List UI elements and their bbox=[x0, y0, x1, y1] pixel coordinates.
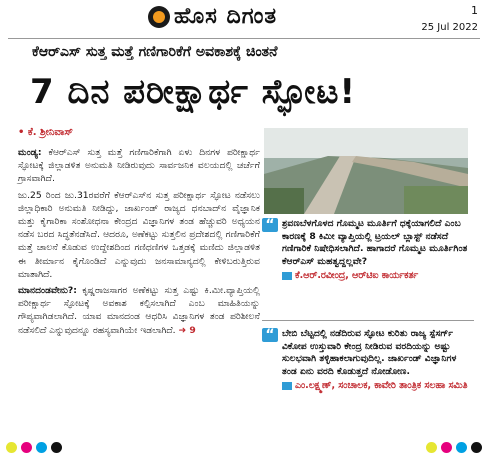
black-registration-dot bbox=[471, 442, 482, 453]
quote-divider bbox=[262, 320, 474, 321]
article-headline: 7 ದಿನ ಪರೀಕ್ಷಾರ್ಥ ಸ್ಫೋಟ! bbox=[30, 72, 356, 112]
quote-mark-icon: “ bbox=[262, 328, 278, 342]
quote-mark-icon: “ bbox=[262, 218, 278, 232]
registration-marks-right bbox=[426, 442, 482, 453]
quote-box-1 bbox=[262, 218, 472, 283]
source-marker-icon bbox=[282, 382, 292, 390]
krs-dam-illustration bbox=[264, 128, 468, 214]
edition-date: 25 Jul 2022 bbox=[421, 22, 478, 33]
black-registration-dot bbox=[51, 442, 62, 453]
registration-marks-left bbox=[6, 442, 62, 453]
paragraph-text: ಕೆಆರ್‌ಎಸ್ ಸುತ್ತ ಮತ್ತೆ ಗಣಿಗಾರಿಕೆಗಾಗಿ ಏಳು ದಿನಗಳ ಪರೀಕ್ಷಾರ್ಥ ಸ್ಫೋಟಕ್ಕೆ ಜಿಲ್ಲಾಡಳಿತ ಅನುಮತಿ ನೀಡಿರುವುದು ಸಾರ್ವಜನಿಕ ವಲಯದಲ್ಲಿ ಚರ್ಚೆಗೆ ಗ್ರಾಸವಾಗಿದೆ. bbox=[18, 147, 260, 185]
article-paragraph bbox=[18, 284, 260, 337]
masthead-divider bbox=[8, 38, 480, 39]
logo-text: ಹೊಸ ದಿಗಂತ bbox=[174, 4, 278, 29]
quote-source bbox=[262, 380, 472, 393]
article-paragraph bbox=[18, 146, 260, 186]
cyan-registration-dot bbox=[456, 442, 467, 453]
page-number: 1 bbox=[471, 4, 478, 17]
subheading: ಮಾನದಂಡವೇನು?: bbox=[18, 285, 77, 297]
article-kicker: ಕೆಆರ್‌ಎಸ್ ಸುತ್ತ ಮತ್ತೆ ಗಣಿಗಾರಿಕೆಗೆ ಅವಕಾಶಕ್ಕೆ ಚಿಂತನೆ bbox=[32, 44, 278, 60]
quote-text: ಶ್ರವಣಬೆಳಗೊಳದ ಗೊಮ್ಮಟ ಮೂರ್ತಿಗೆ ಧಕ್ಕೆಯಾಗಲಿದೆ ಎಂಬ ಕಾರಣಕ್ಕೆ 8 ಕಿಮೀ ವ್ಯಾಪ್ತಿಯಲ್ಲಿ ಟ್ರಯಲ್ ಬ್ಲಾಸ್ಟ್ ನಡೆಸದೆ ಗಣಿಗಾರಿಕೆ ನಿಷೇಧಿಸಲಾಗಿದೆ. ಹಾಗಾದರೆ ಗೊಮ್ಮಟ ಮೂರ್ತಿಗಿಂತ ಕೆಆರ್‌ಎಸ್ ಮಹತ್ವದ್ದಲ್ಲವೇ? bbox=[282, 218, 468, 267]
paragraph-text: ಜು.25 ರಿಂದ ಜು.31ರವರೆಗೆ ಕೆಆರ್‌ಎಸ್‌ನ ಸುತ್ತ ಪರೀಕ್ಷಾರ್ಥ ಸ್ಫೋಟ ನಡೆಸಲು ಜಿಲ್ಲಾಧಿಕಾರಿ ಅನುಮತಿ ನೀಡಿದ್ದು, ಜಾರ್ಖಂಡ್ ರಾಜ್ಯದ ಧನಬಾದ್‌ನ ವೈಜ್ಞಾನಿಕ ಮತ್ತು ಕೈಗಾರಿಕಾ ಸಂಶೋಧನಾ ಕೇಂದ್ರದ ವಿಜ್ಞಾನಿಗಳ ತಂಡ ಹೆಚ್ಚುವರಿ ಅಧ್ಯಯನ ನಡೆಸ ಬರದ ಸಿದ್ಧತೆನಡೆಸಿದೆ. ಆದರೂ, ಅಣೆಕಟ್ಟು ಸುತ್ತಲಿನ ಪ್ರದೇಶದಲ್ಲಿ ಗಣಿಗಾರಿಕೆಗೆ ಮತ್ತೆ ಚಾಲನೆ ಕೊಡುವ ಉದ್ದೇಶದಿಂದ ಗಣಿಧಣಿಗಳ ಒತ್ತಡಕ್ಕೆ ಮಣಿದು ಜಿಲ್ಲಾಡಳಿತ ಈ ತೀರ್ಮಾನ ಕೈಗೊಂಡಿದೆ ಎನ್ನುವುದು ಜನಸಾಮಾನ್ಯದಲ್ಲಿ ಕೇಳಿಬರುತ್ತಿರುವ ಮಾತಾಗಿದೆ. bbox=[18, 189, 260, 280]
magenta-registration-dot bbox=[441, 442, 452, 453]
logo-emblem-icon bbox=[148, 6, 170, 28]
quote-source bbox=[262, 270, 472, 283]
quote-source-name: ಕೆ.ಆರ್.ರವೀಂದ್ರ, ಆರ್‌ಟಿಐ ಕಾರ್ಯಕರ್ತ bbox=[295, 270, 419, 282]
quote-text: ಬೇಬಿ ಬೆಟ್ಟದಲ್ಲಿ ನಡೆದಿರುವ ಸ್ಫೋಟ ಕುರಿತು ರಾಜ್ಯ ಸ್ಪೆಸರ್ಗ್ ವಿಕೋಪ ಉಸ್ತುವಾರಿ ಕೇಂದ್ರ ನೀಡಿರುವ ವರದಿಯನ್ನು ಅಷ್ಟು ಸುಲಭವಾಗಿ ತಳ್ಳಿಹಾಕಲಾಗುವುದಿಲ್ಲ. ಜಾರ್ಖಂಡ್ ವಿಜ್ಞಾನಿಗಳ ತಂಡ ಏನು ವರದಿ ಕೊಡುತ್ತದೆ ನೋಡೋಣ. bbox=[282, 328, 457, 377]
article-byline: • ಕೆ. ಶ್ರೀನಿವಾಸ್ bbox=[18, 127, 73, 138]
quote-box-2 bbox=[262, 328, 472, 393]
article-body bbox=[18, 146, 260, 340]
masthead bbox=[0, 0, 488, 34]
dam-photo bbox=[264, 128, 468, 214]
dateline: ಮಂಡ್ಯ: bbox=[18, 147, 42, 158]
article-paragraph bbox=[18, 189, 260, 281]
newspaper-logo bbox=[148, 4, 277, 29]
yellow-registration-dot bbox=[426, 442, 437, 453]
continued-on-page: ➜ 9 bbox=[178, 324, 196, 336]
paragraph-text: ಕೃಷ್ಣರಾಜಸಾಗರ ಅಣೆಕಟ್ಟು ಸುತ್ತ ಎಷ್ಟು ಕಿ.ಮೀ.ವ್ಯಾಪ್ತಿಯಲ್ಲಿ ಪರೀಕ್ಷಾರ್ಥ ಸ್ಫೋಟಕ್ಕೆ ಅವಕಾಶ ಕಲ್ಪಿಸಲಾಗಿದೆ ಎಂಬ ಮಾಹಿತಿಯನ್ನು ಗೌಪ್ಯವಾಗಿಡಲಾಗಿದೆ. ಯಾವ ಮಾನದಂಡ ಆಧರಿಸಿ ವಿಜ್ಞಾನಿಗಳ ತಂಡ ಪರಿಶೀಲನೆ ನಡೆಸಲಿದೆ ಎನ್ನುವುದನ್ನೂ ರಹಸ್ಯವಾಗಿಯೇ ಇಡಲಾಗಿದೆ. bbox=[18, 285, 260, 336]
magenta-registration-dot bbox=[21, 442, 32, 453]
source-marker-icon bbox=[282, 272, 292, 280]
cyan-registration-dot bbox=[36, 442, 47, 453]
yellow-registration-dot bbox=[6, 442, 17, 453]
quote-source-name: ಎಂ.ಲಕ್ಷ್ಮಣ್, ಸಂಚಾಲಕ, ಕಾವೇರಿ ತಾಂತ್ರಿಕ ಸಲಹಾ ಸಮಿತಿ bbox=[295, 380, 468, 392]
